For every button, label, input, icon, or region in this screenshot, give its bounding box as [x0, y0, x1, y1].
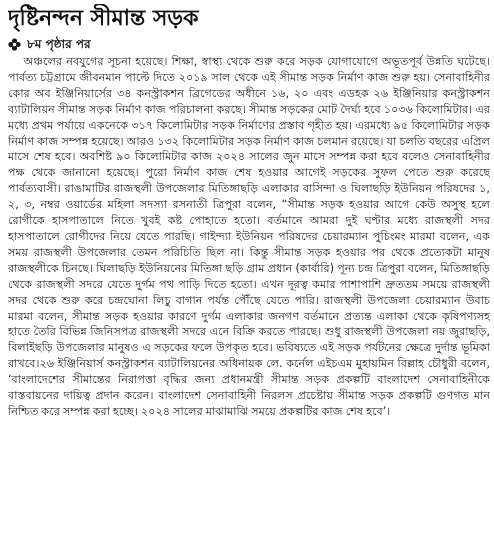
article-body: অঞ্চলের নবযুগের সূচনা হয়েছে। শিক্ষা, স্বাস্থ্য থেকে শুরু করে সড়ক যোগাযোগে অভূতপূর্ব উন্নতি ঘটেছে। পার্বত্য চট্টগ্রামে জীবনমান পাল্টে দিতে ২০১৯ সাল থেকে এই সীমান্ত সড়ক নির্মাণ কাজ শুরু হয়। সেনাবাহিনীর কোর অব ইঞ্জিনিয়ার্সের ৩৪ কনস্ট্রাকশন ব্রিগেডের অধীনে ১৬, ২০ এবং এডহক ২৬ ইঞ্জিনিয়ার কনস্ট্রাকশন ব্যাটালিয়ন সীমান্ত সড়ক নির্মাণ কাজ পরিচালনা করছে। সীমান্ত সড়কের মোট দৈর্ঘ্য হবে ১০৩৬ কিলোমিটার। এর মধ্যে প্রথম পর্যায়ে একনেকে ৩১৭ কিলোমিটার সড়ক নির্মাণের প্রস্তাব গৃহীত হয়। এরমধ্যে ৯৫ কিলোমিটার সড়ক নির্মাণ কাজ সম্পন্ন হয়েছে। আরও ১৩২ কিলোমিটার সড়ক নির্মাণ কাজ চলমান রয়েছে। যা চলতি বছরের এপ্রিল মাসে শেষ হবে। অবশিষ্ট ৯০ কিলোমিটার কাজ ২০২৪ সালের জুন মাসে সম্পন্ন করা হবে বলেও সেনাবাহিনীর পক্ষ থেকে জানানো হয়েছে। পুরো নির্মাণ কাজ শেষ হওয়ার আগেই সড়কের সুফল পেতে শুরু করেছে পার্বত্যবাসী। রাঙামাটির রাজস্থলী উপজেলার মিতিঙ্গাছড়ি এলাকার বাসিন্দা ও ঘিলাছড়ি ইউনিয়ন পরিষদের ১, ২, ৩, নম্বর ওয়ার্ডের মহিলা সদস্যা রসনাতী ত্রিপুরা বলেন, “সীমান্ত সড়ক হওয়ার আগে কেউ অসুস্থ হলে রোগীকে হাসপাতালে নিতে খুবই কষ্ট পোহাতে হতো। বর্তমানে আমরা দুই ঘণ্টার মধ্যে রাজস্থলী সদর হাসপাতালে রোগীদের নিয়ে যেতে পারছি। গাইন্দ্যা ইউনিয়ন পরিষদের চেয়ারম্যান পুচিংমং মারমা বলেন, এক সময় রাজস্থলী উপজেলার তেমন পরিচিতি ছিল না। কিন্তু সীমান্ত সড়ক হওয়ার পর থেকে প্রত্যেকটা মানুষ রাজস্থলীকে চিনছে। ঘিলাছড়ি ইউনিয়নের মিতিঙ্গা ছড়ি গ্রাম প্রধান (কার্বারি) পূন্য চন্দ্র ত্রিপুরা বলেন, মিতিঙ্গাছড়ি থেকে রাজস্থলী সদরে যেতে দুর্গম পথ পাড়ি দিতে হতো। এখন দূরত্ব কমার পাশাপাশি দ্রুততম সময়ে রাজস্থলী সদর থেকে শুরু করে চন্দ্রঘোনা লিচু বাগান পর্যন্ত পৌঁছে যেতে পারি। রাজস্থলী উপজেলা চেয়ারম্যান উবাচ মারমা বলেন, সীমান্ত সড়ক হওয়ার কারণে দুর্গম এলাকার জনগণ বর্তমানে প্রত্যন্ত এলাকা থেকে কৃষিপণ্যসহ হাতে তৈরি বিভিন্ন জিনিসপত্র রাজস্থলী সদরে এনে বিক্রি করতে পারছে। শুধু রাজস্থলী উপজেলা নয় জুরাছড়ি, বিলাইছড়ি উপজেলার মানুষও এ সড়কের ফলে উপকৃত হবে। ভবিষ্যতে এই সড়ক পর্যটনের ক্ষেত্রে দুর্দান্ত ভূমিকা রাখবে।২৬ ইঞ্জিনিয়ার্স কনস্ট্রাকশন ব্যাটালিয়নের অধিনায়ক লে. কর্নেল এইচএম মুহায়মিন বিল্লাহ চৌধুরী বলেন, ‘বাংলাদেশের সীমান্তের নিরাপত্তা বৃদ্ধির জন্য প্রধানমন্ত্রী সীমান্ত সড়ক প্রকল্পটি বাংলাদেশ সেনাবাহিনীকে বাস্তবায়নের দায়িত্ব প্রদান করেন। বাংলাদেশ সেনাবাহিনী নিরলস প্রচেষ্টায় সীমান্ত সড়ক প্রকল্পটি গুণগত মান নিশ্চিত করে সম্পন্ন করা হচ্ছে। ২০২৪ সালের মাঝামাঝি সময়ে প্রকল্পটির কাজ শেষ হবে’।	[8, 55, 490, 418]
continued-from-line	[8, 36, 490, 52]
news-article	[8, 4, 490, 542]
article-headline: দৃষ্টিনন্দন সীমান্ত সড়ক	[8, 6, 199, 31]
flower-bullet-icon	[8, 38, 21, 51]
continued-from-label: ৮ম পৃষ্ঠার পর	[27, 37, 91, 51]
